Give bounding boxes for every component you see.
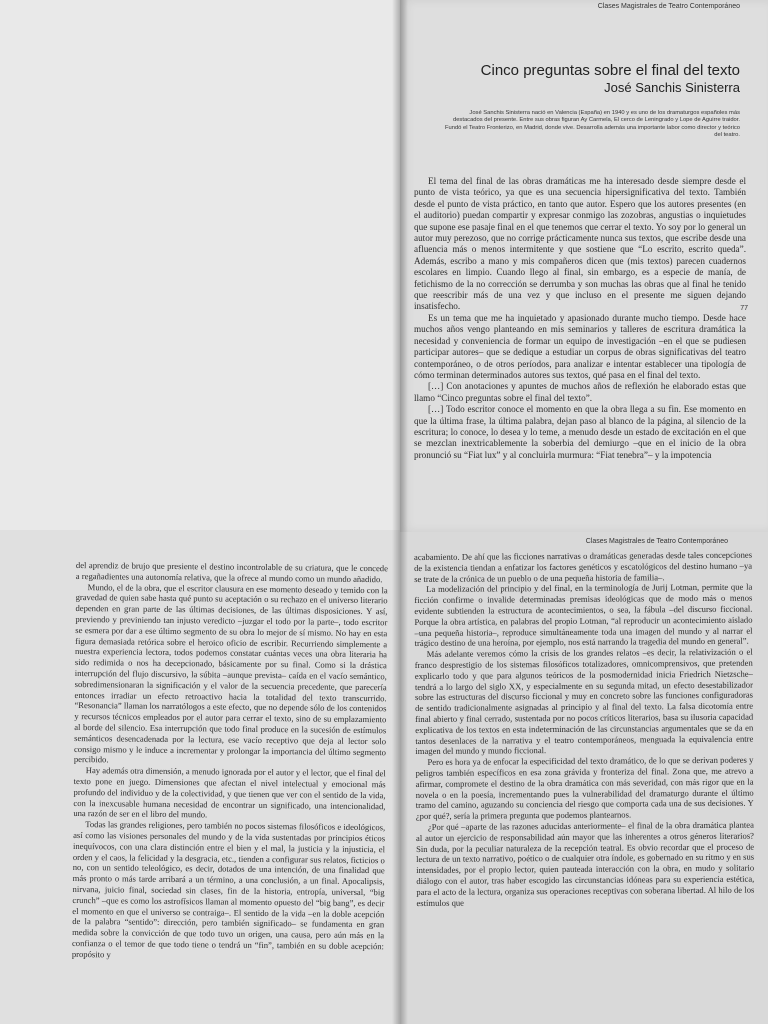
paragraph: Es un tema que me ha inquietado y apasionado durante mucho tiempo. Desde hace muchos años vengo planteando en mis seminarios y talleres de escritura dramática la necesidad y conveniencia de formar un equipo de investigación –en el que se pudiesen participar autores– que se dedique a estudiar un corpus de obras significativas del teatro contemporáneo, o de otros períodos, para analizar e intentar establecer una tipología de cómo terminan determinados autores sus textos, qué pasa en el final del texto. xyxy=(414,312,746,380)
paragraph: […] Todo escritor conoce el momento en que la obra llega a su fin. Ese momento en que la última frase, la última palabra, dejan paso al blanco de la página, al silencio de la escritura; lo conoce, lo desea y lo teme, a menudo desde un estado de excitación en el que se mezclan inextricablemente la soberbia del demiurgo –que en el inicio de la obra pronunció su “Fiat lux” y al concluirla murmura: “Fiat tenebra”– y la impotencia xyxy=(414,404,746,460)
paragraph: Mundo, el de la obra, que el escritor clausura en ese momento deseado y temido con la gravedad de quien sabe hasta qué punto su aceptación o su rechazo en el universo literario dependen en gran parte de las últimas decisiones, de las últimas disposiciones. Y así, previendo y previniendo tan injusto veredicto –juzgar el todo por la parte–, todo escritor se esmera por dar a ese último segmento de su obra lo mejor de sí mismo. No hay en esta figura demasiada retórica sobre el heroico oficio de escribir. Recurriendo simplemente a nuestra experiencia lectora, todos podemos constatar cuántas veces una obra literaria ha sido redimida o nos ha decepcionado, básicamente por su final. Como si la drástica interrupción del flujo discursivo, la súbita –aunque prevista– caída en el vacío semántico, sobredimensionaran la significación y el valor de la secuencia precedente, que parecería entonces irradiar un efecto retroactivo hacia la totalidad del texto transcurrido. “Resonancia” llaman los narratólogos a este efecto, que no depende sólo de los contenidos y recursos técnicos empleados por el autor para cerrar el texto, sino de su emplazamiento al borde del silencio. Esa interrupción que todo final produce en la sucesión de estímulos semánticos desencadenada por la lectura, ese vacío receptivo que deja al lector solo consigo mismo y le induce a incrementar y prolongar la importancia del último segmento percibido. xyxy=(73,581,388,765)
running-header: Clases Magistrales de Teatro Contemporáneo xyxy=(597,3,740,10)
left-page-bottom xyxy=(0,530,400,1024)
body-text xyxy=(414,176,746,461)
article-title: Cinco preguntas sobre el final del texto xyxy=(480,62,740,79)
article-author: José Sanchis Sinisterra xyxy=(604,80,740,95)
right-page-bottom xyxy=(400,532,768,1024)
paragraph: Pero es hora ya de enfocar la especificidad del texto dramático, de lo que se derivan poderes y peligros también específicos en esa zona grávida y fronteriza del final. Zona que, me atrevo a afirmar, compromete el destino de la obra dramática con más severidad, con más rigor que en la novela o en la poesía, incrementando pues la vulnerabilidad del dramaturgo durante el último tramo del camino, aguzando su conciencia del riesgo que comporta cada una de sus decisiones. Y ¿por qué?, sería la primera pregunta que podemos plantearnos. xyxy=(415,754,754,822)
book-gutter xyxy=(392,0,408,1024)
paragraph: ¿Por qué –aparte de las razones aducidas anteriormente– el final de la obra dramática plantea al autor un ejercicio de responsabilidad aún mayor que las inherentes a otros géneros literarios? Sin duda, por la peculiar naturaleza de la recepción teatral. Es obvio recordar que el proceso de lectura de un texto narrativo, poético o de cualquier otra índole, es gobernado en su ritmo y en sus intensidades, por el propio lector, quien pauteada interacción con la obra, en mudo y solitario diálogo con el autor, tras haber escogido las circunstancias idóneas para su experiencia estética, para el acto de la lectura, organiza sus operaciones receptivas con soberana libertad. Al hilo de los estímulos que xyxy=(415,819,755,908)
paragraph: Hay además otra dimensión, a menudo ignorada por el autor y el lector, que el final del texto pone en juego. Dimensiones que afectan el nivel intelectual y emocional más profundo del individuo y de la colectividad, y que tienen que ver con el sentido de la vida, con la inexcusable humana necesidad de encontrar un significado, una intencionalidad, una razón de ser en el libro del mundo. xyxy=(73,765,386,820)
body-text xyxy=(72,560,388,963)
paragraph: del aprendiz de brujo que presiente el destino incontrolable de su criatura, que le concede a regañadientes una autonomía relativa, que la ofrece al mundo como un mundo añadido. xyxy=(75,560,388,585)
paragraph: El tema del final de las obras dramáticas me ha interesado desde siempre desde el punto de vista teórico, ya que es una secuencia hipersignificativa del texto. También desde el punto de vista práctico, en tanto que autor. Espero que los autores presentes (en el auditorio) puedan compartir y expresar conmigo las zozobras, angustias o inquietudes que supone ese pasaje final en el que tenemos que cerrar el texto. Yo soy por lo general un autor muy perezoso, que no corrige prácticamente nunca sus textos, que escribe desde una afluencia más o menos intermitente y que sostiene que “Lo escrito, escrito queda”. Además, escribo a mano y mis compañeros dicen que (mis textos) parecen cuadernos escolares en limpio. Cuando llego al final, sin embargo, es a especie de manía, de fetichismo de la no corrección se derrumba y son muchas las obras que al final he tenido que reescribir más de una vez y que incluso en el presente me siguen dejando insatisfecho. xyxy=(414,176,746,312)
page-number: 77 xyxy=(740,305,748,312)
author-bio: José Sanchis Sinisterra nació en Valencia (España) en 1940 y es uno de los dramaturgos españoles más destacados del presente. Entre sus obras figuran Ay Carmela, El cerco de Leningrado y Lope de Aguirre traidor. Fundó el Teatro Fronterizo, en Madrid, donde vive. Desarrolla además una importante labor como director y teórico del teatro. xyxy=(444,110,740,139)
paragraph: acabamiento. De ahí que las ficciones narrativas o dramáticas generadas desde tales concepciones de la existencia tiendan a enfatizar los factores genéticos y escatológicos del destino humano –ya se trate de la crónica de un pueblo o de una pequeña historia de familia–. xyxy=(414,549,753,584)
paragraph: La modelización del principio y del final, en la terminología de Jurij Lotman, permite que la ficción confirme o invalide determinadas premisas ideológicas que de modo más o menos evidente subtienden la estructura de acontecimientos, o sea, la fábula –del discurso ficcional. Porque la obra artística, en palabras del propio Lotman, “al reproducir un acontecimiento aislado –una pequeña historia–, reproduce simultáneamente toda una imagen del mundo y al narrar el trágico destino de una heroína, por ejemplo, nos está narrando la tragedia del mundo en general”. xyxy=(414,582,753,649)
body-text xyxy=(414,550,754,909)
paragraph: Todas las grandes religiones, pero también no pocos sistemas filosóficos e ideológicos, así como las visiones personales del mundo y de la vida sustentadas por principios éticos inequívocos, con una clara distinción entre el bien y el mal, la justicia y la injusticia, el orden y el caos, la felicidad y la desgracia, etc., tienden a configurar sus relatos, ficticios o no, con un sentido teleológico, es decir, dotados de una intención, de una finalidad que más pronto o más tarde arribará a un término, a una conclusión, a un final. Apocalipsis, nirvana, juicio final, sociedad sin clases, fin de la historia, entropía, universal, “big crunch” –que es como los astrofísicos llaman al momento opuesto del “big bang”, es decir el momento en que el universo se contraiga–. El sentido de la vida –en la doble acepción de la palabra “sentido”: dirección, pero también significado– se fundamenta en gran medida sobre la convicción de que todo tuvo un origen, una causa, pero aún más en la confianza o el temor de que todo tiene o tendrá un “fin”, también en su doble acepción: propósito y xyxy=(71,819,386,960)
blank-left-page xyxy=(0,0,400,530)
paragraph: […] Con anotaciones y apuntes de muchos años de reflexión he elaborado estas que llamo “Cinco preguntas sobre el final del texto”. xyxy=(414,381,746,403)
paragraph: Más adelante veremos cómo la crisis de los grandes relatos –es decir, la relativización o el franco desprestigio de los sistemas filosóficos totalizadores, omnicomprensivos, que pretenden explicarlo todo y que para algunos teóricos de la posmodernidad inicia Friedrich Nietzsche– tendrá a lo largo del siglo XX, y especialmente en su segunda mitad, un efecto desestabilizador sobre las estructuras del discurso ficcional y muy en concreto sobre las funciones configuradoras de sentido tradicionalmente asignadas al principio y al final del texto. La falsa dicotomía entre final abierto y final cerrado, sustentada por no pocos críticos literarios, basa su ilusoria capacidad explicativa de los textos en esta indeterminación de las circunstancias argumentales que se da en tantos desenlaces de la narrativa y el teatro contemporáneos, menguada la equivalencia entre imagen del mundo y mundo ficcional. xyxy=(414,646,754,757)
right-page-top xyxy=(400,0,768,532)
running-header: Clases Magistrales de Teatro Contemporáneo xyxy=(585,538,728,545)
